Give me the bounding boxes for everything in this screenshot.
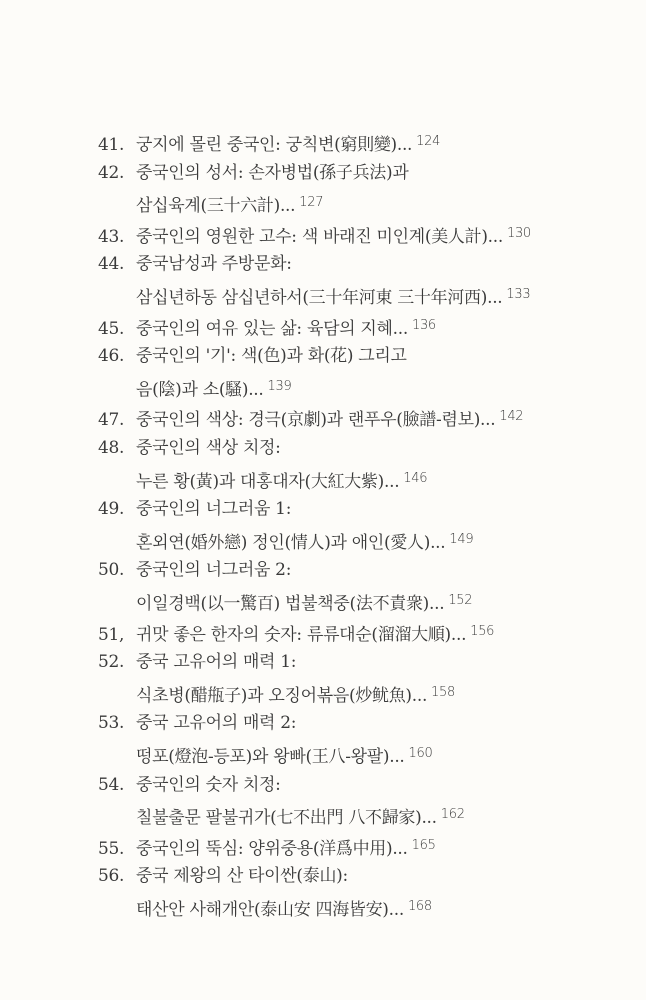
toc-entry [98,219,626,249]
page-number: 127 [299,195,324,211]
entry-title: 중국인의 너그러움 1: [136,499,292,520]
entry-number: 51, [98,624,125,645]
entry-number: 53. [98,713,125,734]
page-number: 158 [431,684,455,700]
toc-entry [98,617,626,647]
entry-number: 52. [98,652,125,673]
entry-title: 떵포(燈泡-등포)와 왕빠(王八-왕팔)... [136,747,405,767]
toc-entry-continuation [98,525,626,555]
toc-entry [98,127,626,157]
toc-entry [98,158,626,188]
entry-title: 중국인의 여유 있는 삶: 육담의 지혜... [136,318,408,339]
entry-number: 46. [98,346,125,367]
entry-title: 중국인의 숫자 치정: [136,774,281,795]
page-number: 149 [449,531,474,547]
toc-entry-continuation [98,678,626,708]
entry-number: 56. [98,866,125,887]
toc-entry [98,341,626,371]
entry-number: 47. [98,410,125,431]
toc-entry [98,861,626,891]
toc-entry-continuation [98,464,626,494]
entry-number: 48. [98,438,125,458]
entry-number: 42. [98,162,125,183]
entry-title: 이일경백(以一驚百) 법불책중(法不責衆)... [136,594,445,614]
entry-title: 궁지에 몰린 중국인: 궁칙변(窮則變)... [136,135,413,155]
entry-title: 식초병(醋甁子)과 오징어볶음(炒鱿魚)... [136,685,428,706]
page-number: 160 [408,746,433,761]
entry-number: 50. [98,560,125,581]
page-number: 168 [407,899,432,914]
entry-number: 49. [98,499,125,520]
entry-number: 54. [98,774,125,795]
entry-title: 중국인의 '기': 색(色)과 화(花) 그리고 [136,346,407,367]
toc-entry [98,831,626,861]
toc-entry-continuation [98,280,626,310]
page-number: 139 [267,378,292,394]
entry-number: 41. [98,135,125,155]
entry-number: 43. [98,226,125,247]
toc-entry [98,494,626,524]
page-number: 162 [440,807,465,823]
entry-number: 45. [98,318,125,339]
toc-entry [98,770,626,800]
page-number: 156 [470,623,495,639]
entry-number: 44. [98,254,125,275]
entry-title: 중국인의 색상: 경극(京劇)과 랜푸우(臉譜-렴보)... [136,410,496,431]
toc-entry-continuation [98,586,626,616]
toc-entry-continuation [98,800,626,830]
entry-title: 태산안 사해개안(泰山安 四海皆安)... [136,900,404,920]
entry-title: 중국인의 성서: 손자병법(孫子兵法)과 [136,162,409,183]
entry-title: 귀맛 좋은 한자의 숫자: 류류대순(溜溜大順)... [136,624,467,645]
entry-title: 삼십육계(三十六計)... [136,196,296,217]
entry-title: 음(陰)과 소(騷)... [136,379,264,400]
toc-entry [98,433,626,463]
toc-entry [98,708,626,738]
page-number: 146 [403,470,428,486]
toc-entry-continuation [98,739,626,769]
entry-number: 55. [98,838,125,859]
entry-title: 중국 고유어의 매력 1: [136,652,297,673]
page-number: 124 [416,134,441,149]
entry-title: 혼외연(婚外戀) 정인(情人)과 애인(愛人)... [136,532,446,553]
toc-entry-continuation [98,188,626,218]
entry-title: 중국 고유어의 매력 2: [136,713,297,734]
entry-title: 삼십년하동 삼십년하서(三十年河東 三十年河西)... [136,288,503,308]
toc-entry [98,555,626,585]
entry-title: 중국인의 영원한 고수: 색 바래진 미인계(美人計)... [136,226,503,247]
toc-entry [98,311,626,341]
entry-title: 누른 황(黃)과 대홍대자(大紅大紫)... [136,471,400,492]
entry-title: 중국인의 너그러움 2: [136,560,292,581]
page-number: 152 [448,593,473,608]
entry-title: 중국 제왕의 산 타이싼(泰山): [136,866,348,887]
page-number: 130 [506,225,531,241]
page-number: 165 [411,837,436,853]
entry-title: 중국인의 뚝심: 양위중용(洋爲中用)... [136,838,408,859]
toc-entry [98,249,626,279]
toc-entry [98,402,626,432]
entry-title: 중국남성과 주방문화: [136,254,292,275]
entry-title: 중국인의 색상 치정: [136,438,281,458]
toc-entry-continuation [98,372,626,402]
toc-entry [98,647,626,677]
toc-entry-continuation [98,892,626,922]
page-number: 136 [411,317,436,333]
entry-title: 칠불출문 팔불귀가(七不出門 八不歸家)... [136,808,437,829]
page-number: 142 [499,409,524,425]
page-number: 133 [506,287,531,302]
